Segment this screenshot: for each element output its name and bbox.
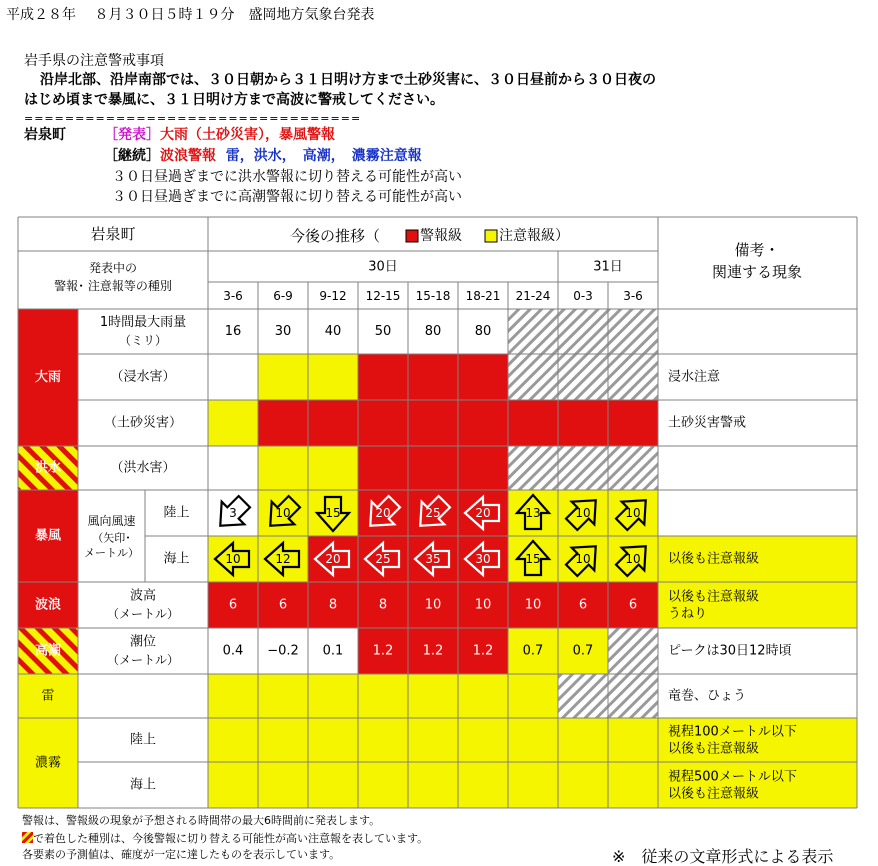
cell-thunder bbox=[458, 674, 508, 718]
wind-label: 風向風速 bbox=[87, 514, 136, 528]
wind-speed-value: 15 bbox=[525, 552, 541, 566]
cell-rain_amount bbox=[558, 309, 608, 354]
category-label: 暴風 bbox=[34, 528, 62, 544]
footer-note-1: 警報は、警報級の現象が予想される時間帯の最大6時間前に発表します。 bbox=[22, 814, 381, 827]
remark-cell bbox=[658, 490, 857, 536]
wind-land-label: 陸上 bbox=[163, 505, 190, 521]
cell-value: 0.1 bbox=[322, 643, 344, 659]
cell-thunder bbox=[508, 674, 558, 718]
continued-tag: ［継続］ bbox=[104, 148, 160, 164]
cell-value: 50 bbox=[374, 324, 392, 339]
wind-sea-label: 海上 bbox=[163, 551, 190, 567]
cell-thunder bbox=[608, 674, 658, 718]
cell-flood bbox=[458, 446, 508, 490]
separator: ================================= bbox=[24, 112, 362, 125]
legend-warning-label: 警報級 bbox=[420, 228, 462, 244]
cell-value: 40 bbox=[324, 324, 342, 339]
cell-landslide bbox=[308, 400, 358, 446]
cell-inundation bbox=[208, 354, 258, 400]
cell-fog_sea bbox=[558, 762, 608, 808]
time-slot-label: 21-24 bbox=[515, 289, 551, 303]
remark-text: 視程100メートル以下 bbox=[668, 724, 797, 740]
cell-landslide bbox=[408, 400, 458, 446]
day-31-label: 31日 bbox=[593, 259, 623, 275]
footer-side-note: ※ 従来の文章形式による表示 bbox=[612, 847, 834, 866]
fog-sea-label: 海上 bbox=[129, 777, 157, 793]
remark-text: 土砂災害警戒 bbox=[668, 415, 747, 431]
issued-line: 平成２８年 ８月３０日５時１９分 盛岡地方気象台発表 bbox=[6, 7, 375, 23]
remark-text: 視程500メートル以下 bbox=[668, 769, 797, 785]
cell-flood bbox=[508, 446, 558, 490]
cell-value: 1.2 bbox=[372, 643, 394, 659]
cell-fog_sea bbox=[458, 762, 508, 808]
cell-landslide bbox=[458, 400, 508, 446]
issued-list: 大雨（土砂災害），暴風警報 bbox=[160, 127, 335, 143]
day-30-label: 30日 bbox=[368, 259, 398, 275]
cell-fog_sea bbox=[208, 762, 258, 808]
cell-fog_sea bbox=[408, 762, 458, 808]
town-name: 岩泉町 bbox=[24, 127, 66, 143]
cell-inundation bbox=[608, 354, 658, 400]
cell-thunder bbox=[558, 674, 608, 718]
category-label: 洪水 bbox=[34, 460, 62, 476]
cell-fog_land bbox=[508, 718, 558, 762]
category-label: 波浪 bbox=[34, 597, 62, 613]
trend-title: 今後の推移（ bbox=[290, 227, 381, 245]
cell-value: 6 bbox=[278, 597, 288, 613]
cell-inundation bbox=[558, 354, 608, 400]
wind-speed-value: 10 bbox=[575, 506, 591, 520]
wind-speed-value: 13 bbox=[525, 506, 541, 520]
cell-inundation bbox=[358, 354, 408, 400]
remark-text: 浸水注意 bbox=[668, 369, 721, 385]
wind-label: （矢印･ bbox=[92, 531, 131, 545]
fog-land-label: 陸上 bbox=[129, 732, 157, 748]
row-label: （メートル） bbox=[106, 607, 180, 621]
category-label: 高潮 bbox=[34, 643, 62, 659]
section-title: 岩手県の注意警戒事項 bbox=[24, 53, 164, 69]
cell-flood bbox=[408, 446, 458, 490]
time-slot-label: 3-6 bbox=[623, 289, 643, 303]
cell-value: 80 bbox=[424, 324, 442, 339]
cell-landslide bbox=[258, 400, 308, 446]
wind-speed-value: 20 bbox=[475, 506, 491, 520]
remark-cell bbox=[658, 446, 857, 490]
cell-value: 8 bbox=[378, 597, 388, 613]
type-header: 発表中の bbox=[88, 261, 138, 275]
remarks-header: 関連する現象 bbox=[711, 263, 803, 281]
cell-value: −0.2 bbox=[267, 643, 299, 659]
wind-speed-value: 10 bbox=[225, 552, 241, 566]
row-label: （土砂災害） bbox=[103, 415, 183, 431]
wind-speed-value: 10 bbox=[275, 506, 291, 520]
cell-thunder bbox=[208, 674, 258, 718]
row-label: （浸水害） bbox=[110, 369, 176, 385]
cell-value: 80 bbox=[474, 324, 492, 339]
row-label: 1時間最大雨量 bbox=[99, 315, 187, 330]
time-slot-label: 15-18 bbox=[415, 289, 451, 303]
cell-flood bbox=[608, 446, 658, 490]
cell-fog_land bbox=[558, 718, 608, 762]
cell-inundation bbox=[258, 354, 308, 400]
time-slot-label: 12-15 bbox=[365, 289, 401, 303]
cell-fog_land bbox=[408, 718, 458, 762]
wind-speed-value: 10 bbox=[625, 506, 641, 520]
cell-value: 10 bbox=[524, 597, 542, 613]
cell-inundation bbox=[458, 354, 508, 400]
time-slot-label: 3-6 bbox=[223, 289, 243, 303]
time-slot-label: 18-21 bbox=[465, 289, 501, 303]
cell-value: 6 bbox=[228, 597, 238, 613]
row-label: （洪水害） bbox=[110, 460, 176, 476]
cell-flood bbox=[358, 446, 408, 490]
row-label: （メートル） bbox=[106, 653, 180, 667]
cell-fog_land bbox=[208, 718, 258, 762]
cell-thunder bbox=[358, 674, 408, 718]
cell-thunder bbox=[258, 674, 308, 718]
category-label: 雷 bbox=[41, 688, 55, 704]
cell-fog_land bbox=[458, 718, 508, 762]
summary-line-2: はじめ頃まで暴風に、３１日明け方まで高波に警戒してください。 bbox=[24, 92, 444, 108]
cell-value: 16 bbox=[224, 324, 242, 339]
legend-advisory-label: 注意報級） bbox=[499, 228, 569, 244]
cell-fog_sea bbox=[608, 762, 658, 808]
issued-tag: ［発表］ bbox=[104, 127, 160, 143]
cell-flood bbox=[208, 446, 258, 490]
cell-flood bbox=[558, 446, 608, 490]
cell-landslide bbox=[608, 400, 658, 446]
cell-landslide bbox=[508, 400, 558, 446]
cell-value: 0.7 bbox=[522, 643, 544, 659]
cell-fog_sea bbox=[358, 762, 408, 808]
wind-speed-value: 15 bbox=[325, 506, 341, 520]
cell-flood bbox=[258, 446, 308, 490]
cell-value: 6 bbox=[578, 597, 588, 613]
wind-speed-value: 30 bbox=[475, 552, 491, 566]
cell-fog_sea bbox=[308, 762, 358, 808]
time-slot-label: 9-12 bbox=[319, 289, 347, 303]
wind-speed-value: 3 bbox=[229, 506, 237, 520]
cell-fog_land bbox=[258, 718, 308, 762]
wind-speed-value: 10 bbox=[575, 552, 591, 566]
wind-speed-value: 12 bbox=[275, 552, 291, 566]
continued-warning: 波浪警報 bbox=[160, 148, 216, 164]
cell-value: 10 bbox=[424, 597, 442, 613]
cell-value: 1.2 bbox=[422, 643, 444, 659]
table-town-header: 岩泉町 bbox=[90, 225, 136, 243]
category-label: 濃霧 bbox=[34, 755, 62, 771]
summary-line-1: 沿岸北部、沿岸南部では、３０日朝から３１日明け方まで土砂災害に、３０日昼前から３０日夜の bbox=[40, 72, 656, 88]
cell-rain_amount bbox=[608, 309, 658, 354]
town-note-2: ３０日昼過ぎまでに高潮警報に切り替える可能性が高い bbox=[112, 189, 462, 205]
cell-thunder bbox=[408, 674, 458, 718]
cell-fog_sea bbox=[258, 762, 308, 808]
town-note-1: ３０日昼過ぎまでに洪水警報に切り替える可能性が高い bbox=[112, 169, 462, 185]
wind-speed-value: 25 bbox=[425, 506, 441, 520]
legend-advisory-swatch bbox=[485, 230, 497, 242]
time-slot-label: 0-3 bbox=[573, 289, 593, 303]
cell-rain_amount bbox=[508, 309, 558, 354]
wind-speed-value: 35 bbox=[425, 552, 441, 566]
continued-advisories: 雷，洪水， 高潮， 濃霧注意報 bbox=[225, 148, 422, 164]
row-label: （ミリ） bbox=[118, 333, 168, 348]
remark-text: ピークは30日12時頃 bbox=[668, 643, 792, 659]
cell-thunder bbox=[308, 674, 358, 718]
type-header: 警報･ 注意報等の種別 bbox=[54, 279, 172, 293]
remarks-header: 備考・ bbox=[734, 241, 780, 259]
remark-text: 以後も注意報級 bbox=[668, 741, 760, 757]
row-label: 潮位 bbox=[129, 634, 157, 650]
wind-speed-value: 20 bbox=[375, 506, 391, 520]
cell-landslide bbox=[208, 400, 258, 446]
wind-speed-value: 25 bbox=[375, 552, 391, 566]
remark-text: 以後も注意報級 bbox=[668, 589, 760, 605]
cell-fog_sea bbox=[508, 762, 558, 808]
remark-cell bbox=[658, 309, 857, 354]
cell-fog_land bbox=[308, 718, 358, 762]
cell-tide bbox=[608, 628, 658, 674]
footer-note-2: で着色した種別は、今後警報に切り替える可能性が高い注意報を表しています。 bbox=[22, 832, 428, 844]
cell-value: 0.4 bbox=[222, 643, 244, 659]
cell-value: 0.7 bbox=[572, 643, 594, 659]
wind-label: メートル） bbox=[84, 546, 139, 560]
cell-fog_land bbox=[608, 718, 658, 762]
cell-flood bbox=[308, 446, 358, 490]
row-label: 波高 bbox=[129, 588, 157, 604]
cell-value: 1.2 bbox=[472, 643, 494, 659]
cell-inundation bbox=[308, 354, 358, 400]
cell-inundation bbox=[508, 354, 558, 400]
cell-landslide bbox=[558, 400, 608, 446]
wind-speed-value: 20 bbox=[325, 552, 341, 566]
cell-inundation bbox=[408, 354, 458, 400]
remark-text: 以後も注意報級 bbox=[668, 786, 760, 802]
cell-value: 10 bbox=[474, 597, 492, 613]
cell-landslide bbox=[358, 400, 408, 446]
legend-warning-swatch bbox=[406, 230, 418, 242]
remark-text: 以後も注意報級 bbox=[668, 551, 760, 567]
cell-fog_land bbox=[358, 718, 408, 762]
cell-value: 8 bbox=[328, 597, 338, 613]
remark-text: うねり bbox=[668, 606, 708, 622]
time-slot-label: 6-9 bbox=[273, 289, 293, 303]
category-label: 大雨 bbox=[34, 370, 62, 385]
hatch-legend-icon bbox=[22, 832, 33, 843]
remark-text: 竜巻、ひょう bbox=[668, 688, 747, 704]
wind-speed-value: 10 bbox=[625, 552, 641, 566]
footer-note-3: 各要素の予測値は、確度が一定に達したものを表示しています。 bbox=[22, 848, 341, 861]
cell-value: 6 bbox=[628, 597, 638, 613]
cell-value: 30 bbox=[274, 324, 292, 339]
